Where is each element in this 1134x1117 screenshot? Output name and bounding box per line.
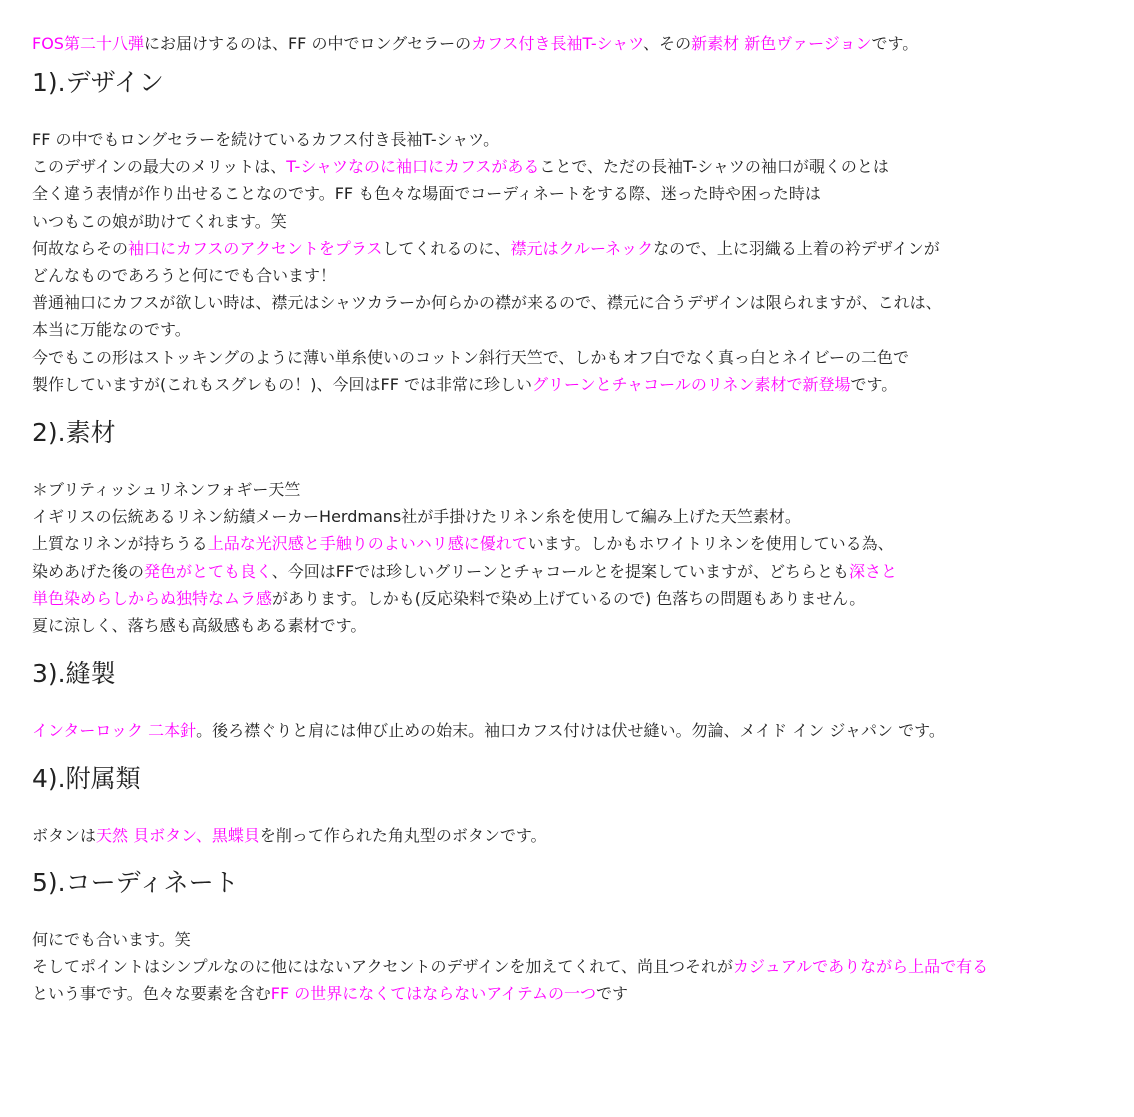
highlight-segment: 天然 貝ボタン、黒蝶貝	[96, 826, 260, 846]
text-segment: いつもこの娘が助けてくれます。笑	[32, 211, 287, 231]
text-line	[32, 953, 1134, 980]
text-segment: してくれるのに、	[382, 238, 511, 258]
highlight-segment: 襟元はクルーネック	[510, 238, 654, 258]
text-segment: 。後ろ襟ぐりと肩には伸び止めの始末。袖口カフス付けは伏せ縫い。勿論、メイド イン ジャパン です。	[196, 721, 945, 741]
section-title-accessories: 4).附属類	[32, 764, 141, 794]
text-line	[32, 153, 1134, 180]
text-line	[32, 316, 1134, 343]
text-segment: 何にでも合います。笑	[32, 929, 191, 949]
section-coordinate	[32, 866, 1134, 1008]
text-segment: います。しかもホワイトリネンを使用している為、	[527, 534, 894, 554]
highlight-segment: グリーンとチャコールのリネン素材で新登場	[531, 374, 851, 394]
highlight-segment: 袖口にカフスのアクセントをプラス	[128, 238, 383, 258]
intro-text: にお届けするのは、FF の中でロングセラーの	[143, 34, 472, 53]
section-sewing	[32, 657, 1134, 744]
text-segment: 上質なリネンが持ちうる	[32, 534, 208, 554]
highlight-segment: 単色染めらしからぬ独特なムラ感	[32, 588, 273, 608]
section-body-material	[32, 476, 1134, 639]
intro-new-version: 新素材 新色ヴァージョン	[691, 34, 872, 53]
highlight-segment: FF の世界になくてはならないアイテムの一つ	[270, 984, 596, 1004]
text-segment: ボタンは	[32, 826, 97, 846]
text-line	[32, 208, 1134, 235]
text-segment: どんなものであろうと何にでも合います！	[32, 266, 337, 286]
text-line	[32, 289, 1134, 316]
text-segment: ことで、ただの長袖T-シャツの袖口が覗くのとは	[539, 157, 889, 177]
text-line	[32, 126, 1134, 153]
text-line	[32, 585, 1134, 612]
section-body-coordinate	[32, 926, 1134, 1008]
text-segment: 製作していますが(これもスグレもの！)、今回はFF では非常に珍しい	[32, 374, 532, 394]
intro-series-label: FOS第二十八弾	[32, 34, 144, 53]
text-segment: イギリスの伝統あるリネン紡績メーカーHerdmans社が手掛けたリネン糸を使用して編み上げた天竺素材。	[32, 507, 801, 527]
text-segment: 、今回はFFでは珍しいグリーンとチャコールとを提案していますが、どちらとも	[271, 561, 849, 581]
section-material	[32, 416, 1134, 639]
highlight-segment: 発色がとても良く	[144, 561, 272, 581]
intro-text: 、その	[643, 34, 692, 53]
text-segment: 今でもこの形はストッキングのように薄い単糸使いのコットン斜行天竺で、しかもオフ白でなく真っ白とネイビーの二色で	[32, 347, 909, 367]
text-segment: なので、上に羽織る上着の衿デザインが	[653, 238, 940, 258]
text-segment: 普通袖口にカフスが欲しい時は、襟元はシャツカラーか何らかの襟が来るので、襟元に合うデザインは限られますが、これは、	[32, 293, 942, 313]
section-body-sewing	[32, 717, 1134, 744]
highlight-segment: T-シャツなのに袖口にカフスがある	[286, 157, 540, 177]
section-title-material: 2).素材	[32, 418, 116, 448]
text-segment: です	[596, 984, 629, 1004]
text-segment: です。	[850, 374, 898, 394]
section-body-design	[32, 126, 1134, 398]
text-line	[32, 262, 1134, 289]
text-line	[32, 822, 1134, 849]
section-title-design: 1).デザイン	[32, 68, 164, 97]
text-segment: そしてポイントはシンプルなのに他にはないアクセントのデザインを加えてくれて、尚且つそれが	[32, 956, 734, 976]
highlight-segment: カジュアルでありながら上品で有る	[733, 956, 989, 976]
text-segment: 何故ならその	[32, 238, 129, 258]
text-segment: ＊ブリティッシュリネンフォギー天竺	[32, 480, 301, 500]
intro-text: です。	[871, 34, 919, 53]
text-line	[32, 530, 1134, 557]
intro-product-name: カフス付き長袖T-シャツ	[471, 34, 644, 53]
section-title-coordinate: 5).コーディネート	[32, 867, 239, 897]
text-segment: という事です。色々な要素を含む	[32, 984, 271, 1004]
highlight-segment: 上品な光沢感と手触りのよいハリ感に優れて	[207, 534, 528, 554]
text-line	[32, 980, 1134, 1007]
section-title-sewing: 3).縫製	[32, 659, 116, 689]
section-design	[32, 66, 1134, 398]
text-segment: があります。しかも(反応染料で染め上げているので) 色落ちの問題もありません。	[272, 588, 866, 608]
text-segment: FF の中でもロングセラーを続けているカフス付き長袖T-シャツ。	[32, 130, 500, 149]
text-segment: 染めあげた後の	[32, 561, 145, 581]
text-line	[32, 558, 1134, 585]
highlight-segment: 深さと	[849, 561, 898, 581]
text-segment: を削って作られた角丸型のボタンです。	[259, 826, 547, 846]
intro-paragraph	[32, 30, 1134, 57]
text-line	[32, 503, 1134, 530]
text-segment: 全く違う表情が作り出せることなのです。FF も色々な場面でコーディネートをする際、迷った時や困った時は	[32, 184, 821, 204]
text-line	[32, 476, 1134, 503]
text-segment: 夏に涼しく、落ち感も高級感もある素材です。	[32, 616, 367, 636]
text-line	[32, 235, 1134, 262]
text-line	[32, 717, 1134, 744]
section-accessories	[32, 762, 1134, 849]
text-segment: このデザインの最大のメリットは、	[32, 157, 287, 177]
highlight-segment: インターロック 二本針	[32, 721, 197, 741]
text-line	[32, 926, 1134, 953]
text-line	[32, 344, 1134, 371]
text-line	[32, 371, 1134, 398]
section-body-accessories	[32, 822, 1134, 849]
text-line	[32, 612, 1134, 639]
text-line	[32, 180, 1134, 207]
text-segment: 本当に万能なのです。	[32, 320, 191, 340]
